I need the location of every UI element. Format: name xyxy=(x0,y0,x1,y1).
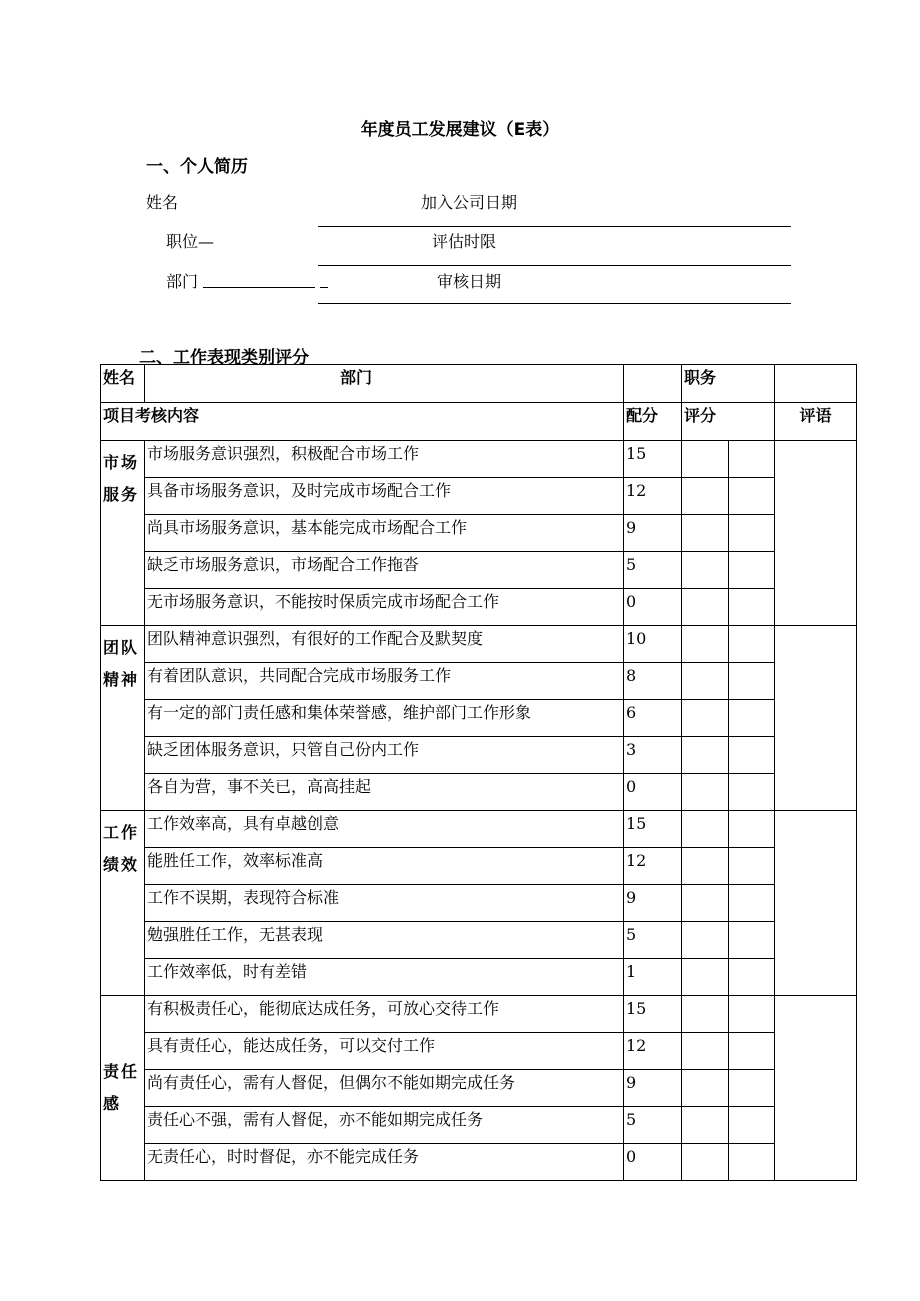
table-row xyxy=(101,515,857,552)
score-input-a[interactable] xyxy=(682,1107,729,1144)
criterion-text: 具有责任心，能达成任务，可以交付工作 xyxy=(145,1033,624,1070)
max-score-value: 1 xyxy=(624,959,682,996)
score-input-a[interactable] xyxy=(682,589,729,626)
max-score-value: 0 xyxy=(624,774,682,811)
criterion-text: 有一定的部门责任感和集体荣誉感，维护部门工作形象 xyxy=(145,700,624,737)
criterion-text: 市场服务意识强烈，积极配合市场工作 xyxy=(145,441,624,478)
score-input-a[interactable] xyxy=(682,441,729,478)
comment-cell[interactable] xyxy=(775,441,857,626)
criterion-text: 工作不误期，表现符合标准 xyxy=(145,885,624,922)
score-input-a[interactable] xyxy=(682,478,729,515)
header-comment: 评语 xyxy=(775,403,857,441)
max-score-value: 15 xyxy=(624,441,682,478)
score-input-a[interactable] xyxy=(682,922,729,959)
criterion-text: 工作效率低，时有差错 xyxy=(145,959,624,996)
header-name: 姓名 xyxy=(101,365,145,403)
score-input-a[interactable] xyxy=(682,774,729,811)
category-label: 责任感 xyxy=(101,996,145,1181)
score-input-a[interactable] xyxy=(682,515,729,552)
criterion-text: 各自为营，事不关已，高高挂起 xyxy=(145,774,624,811)
table-row xyxy=(101,1144,857,1181)
criterion-text: 尚有责任心，需有人督促，但偶尔不能如期完成任务 xyxy=(145,1070,624,1107)
score-input-b[interactable] xyxy=(729,922,775,959)
score-input-b[interactable] xyxy=(729,996,775,1033)
review-date-underline[interactable] xyxy=(318,303,791,304)
page-title: 年度员工发展建议（E表） xyxy=(360,120,560,140)
section-heading-evaluation: 二、工作表现类别评分 xyxy=(139,348,309,368)
score-input-b[interactable] xyxy=(729,478,775,515)
table-row xyxy=(101,774,857,811)
max-score-value: 9 xyxy=(624,885,682,922)
table-row xyxy=(101,700,857,737)
table-row xyxy=(101,626,857,663)
max-score-value: 5 xyxy=(624,552,682,589)
max-score-value: 0 xyxy=(624,1144,682,1181)
category-label: 工作绩效 xyxy=(101,811,145,996)
max-score-value: 12 xyxy=(624,478,682,515)
score-input-b[interactable] xyxy=(729,1070,775,1107)
score-input-b[interactable] xyxy=(729,959,775,996)
criterion-text: 尚具市场服务意识，基本能完成市场配合工作 xyxy=(145,515,624,552)
table-row xyxy=(101,589,857,626)
join-date-label: 加入公司日期 xyxy=(421,193,518,212)
max-score-value: 10 xyxy=(624,626,682,663)
max-score-value: 12 xyxy=(624,848,682,885)
table-row xyxy=(101,552,857,589)
score-input-a[interactable] xyxy=(682,1070,729,1107)
criterion-text: 无市场服务意识，不能按时保质完成市场配合工作 xyxy=(145,589,624,626)
header-dept: 部门 xyxy=(145,365,624,403)
table-row xyxy=(101,848,857,885)
table-row xyxy=(101,737,857,774)
comment-cell[interactable] xyxy=(775,626,857,811)
score-input-a[interactable] xyxy=(682,1144,729,1181)
header-position-value[interactable] xyxy=(775,365,857,403)
max-score-value: 6 xyxy=(624,700,682,737)
score-input-a[interactable] xyxy=(682,626,729,663)
header-position: 职务 xyxy=(682,365,775,403)
category-label: 市场服务 xyxy=(101,441,145,626)
score-input-b[interactable] xyxy=(729,663,775,700)
section-heading-resume: 一、个人简历 xyxy=(146,157,248,177)
max-score-value: 3 xyxy=(624,737,682,774)
table-row xyxy=(101,1107,857,1144)
name-label: 姓名 xyxy=(146,193,179,212)
criterion-text: 无责任心，时时督促，亦不能完成任务 xyxy=(145,1144,624,1181)
max-score-value: 15 xyxy=(624,811,682,848)
max-score-value: 9 xyxy=(624,515,682,552)
table-header-row-1 xyxy=(101,365,857,403)
table-row xyxy=(101,478,857,515)
table-row xyxy=(101,441,857,478)
score-input-b[interactable] xyxy=(729,1144,775,1181)
max-score-value: 12 xyxy=(624,1033,682,1070)
max-score-value: 5 xyxy=(624,922,682,959)
table-row xyxy=(101,1033,857,1070)
score-input-a[interactable] xyxy=(682,996,729,1033)
score-input-a[interactable] xyxy=(682,700,729,737)
score-input-a[interactable] xyxy=(682,552,729,589)
header-dept-value[interactable] xyxy=(624,365,682,403)
table-header-row-2 xyxy=(101,403,857,441)
max-score-value: 8 xyxy=(624,663,682,700)
table-row xyxy=(101,811,857,848)
evaluation-table xyxy=(100,364,857,1181)
score-input-a[interactable] xyxy=(682,1033,729,1070)
score-input-b[interactable] xyxy=(729,1033,775,1070)
header-item: 项目考核内容 xyxy=(101,403,624,441)
criterion-text: 团队精神意识强烈，有很好的工作配合及默契度 xyxy=(145,626,624,663)
table-row xyxy=(101,996,857,1033)
position-label: 职位— xyxy=(166,232,215,251)
header-max-score: 配分 xyxy=(624,403,682,441)
criterion-text: 责任心不强，需有人督促，亦不能如期完成任务 xyxy=(145,1107,624,1144)
max-score-value: 0 xyxy=(624,589,682,626)
score-input-b[interactable] xyxy=(729,885,775,922)
max-score-value: 15 xyxy=(624,996,682,1033)
criterion-text: 有着团队意识，共同配合完成市场服务工作 xyxy=(145,663,624,700)
score-input-a[interactable] xyxy=(682,959,729,996)
comment-cell[interactable] xyxy=(775,811,857,996)
dept-underline-tail xyxy=(320,287,328,288)
max-score-value: 5 xyxy=(624,1107,682,1144)
table-row xyxy=(101,885,857,922)
score-input-b[interactable] xyxy=(729,1107,775,1144)
score-input-a[interactable] xyxy=(682,811,729,848)
score-input-b[interactable] xyxy=(729,700,775,737)
eval-period-underline[interactable] xyxy=(318,265,791,266)
max-score-value: 9 xyxy=(624,1070,682,1107)
eval-period-label: 评估时限 xyxy=(432,232,497,251)
table-row xyxy=(101,663,857,700)
criterion-text: 具备市场服务意识，及时完成市场配合工作 xyxy=(145,478,624,515)
score-input-a[interactable] xyxy=(682,663,729,700)
criterion-text: 缺乏市场服务意识，市场配合工作拖沓 xyxy=(145,552,624,589)
score-input-b[interactable] xyxy=(729,626,775,663)
criterion-text: 缺乏团体服务意识，只管自己份内工作 xyxy=(145,737,624,774)
score-input-b[interactable] xyxy=(729,811,775,848)
comment-cell[interactable] xyxy=(775,996,857,1181)
dept-label: 部门 xyxy=(166,272,199,291)
score-input-a[interactable] xyxy=(682,848,729,885)
score-input-a[interactable] xyxy=(682,885,729,922)
score-input-b[interactable] xyxy=(729,515,775,552)
category-label: 团队精神 xyxy=(101,626,145,811)
score-input-b[interactable] xyxy=(729,552,775,589)
review-date-label: 审核日期 xyxy=(437,272,502,291)
table-row xyxy=(101,959,857,996)
criterion-text: 勉强胜任工作，无甚表现 xyxy=(145,922,624,959)
score-input-a[interactable] xyxy=(682,737,729,774)
score-input-b[interactable] xyxy=(729,737,775,774)
criterion-text: 工作效率高，具有卓越创意 xyxy=(145,811,624,848)
score-input-b[interactable] xyxy=(729,441,775,478)
criterion-text: 能胜任工作，效率标准高 xyxy=(145,848,624,885)
table-row xyxy=(101,1070,857,1107)
score-input-b[interactable] xyxy=(729,848,775,885)
join-date-underline[interactable] xyxy=(318,226,791,227)
score-input-b[interactable] xyxy=(729,589,775,626)
score-input-b[interactable] xyxy=(729,774,775,811)
criterion-text: 有积极责任心，能彻底达成任务，可放心交待工作 xyxy=(145,996,624,1033)
header-score: 评分 xyxy=(682,403,775,441)
table-row xyxy=(101,922,857,959)
dept-underline[interactable] xyxy=(203,287,315,288)
